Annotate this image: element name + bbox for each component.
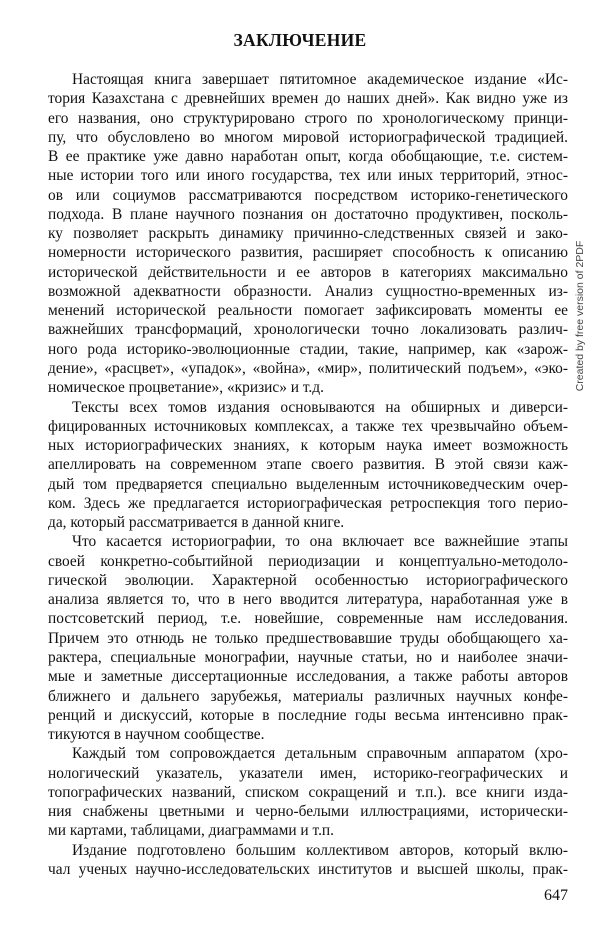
text-line: исторической действительности и ее авторов в категориях максимально bbox=[48, 263, 568, 281]
text-line: чал ученых научно-исследовательских институтов и высшей школы, прак- bbox=[48, 860, 568, 878]
watermark-text: Created by free version of 2PDF bbox=[574, 240, 586, 392]
text-line: пу, что обусловлено во многом мировой историографической традицией. bbox=[48, 128, 568, 146]
text-line: Настоящая книга завершает пятитомное академическое издание «Ис- bbox=[72, 71, 568, 88]
paragraph bbox=[48, 744, 568, 840]
text-line: Что касается историографии, то она включает все важнейшие этапы bbox=[72, 533, 568, 551]
text-line: ного рода историко-эволюционные стадии, такие, например, как «зарож- bbox=[48, 340, 568, 358]
text-line: номерности исторического развития, расширяет способность к описанию bbox=[48, 244, 568, 262]
text-line: менений исторической реальности помогает зафиксировать моменты ее bbox=[48, 302, 568, 320]
text-line: дый том предваряется специально выделенным источниковедческим очер- bbox=[48, 475, 568, 493]
paragraph bbox=[48, 841, 568, 880]
text-line: тория Казахстана с древнейших времен до наших дней». Как видно уже из bbox=[48, 90, 568, 108]
body-text bbox=[48, 70, 568, 879]
text-line: Тексты всех томов издания основываются на обширных и диверси- bbox=[72, 398, 568, 416]
text-line: подхода. В плане научного познания он достаточно продуктивен, посколь- bbox=[48, 205, 568, 223]
page-title: ЗАКЛЮЧЕНИЕ bbox=[233, 30, 367, 50]
text-line: апеллировать на современном этапе своего развития. В этой связи каж- bbox=[48, 456, 568, 474]
text-line: важнейших трансформаций, хронологически точно локализовать различ- bbox=[48, 321, 568, 339]
text-line: анализа является то, что в него вводится литература, наработанная уже в bbox=[48, 591, 568, 609]
text-line: ных историографических знаниях, к которым наука имеет возможность bbox=[48, 437, 568, 455]
text-line: Издание подготовлено большим коллективом авторов, который вклю- bbox=[72, 841, 568, 859]
text-line: В ее практике уже давно наработан опыт, когда обобщающие, т.е. систем- bbox=[48, 148, 568, 166]
text-line: своей конкретно-событийной периодизации и концептуально-методоло- bbox=[48, 552, 568, 570]
text-line: нологический указатель, указатели имен, историко-географических и bbox=[48, 764, 568, 782]
paragraph bbox=[48, 70, 568, 398]
text-line: возможной адекватности образности. Анализ сущностно-временных из- bbox=[48, 282, 568, 300]
text-line: постсоветский период, т.е. новейшие, современные нам исследования. bbox=[48, 610, 568, 628]
text-line: тикуются в научном сообществе. bbox=[48, 726, 265, 744]
paragraph bbox=[48, 532, 568, 744]
text-line: гической эволюции. Характерной особенностью историографического bbox=[48, 571, 568, 589]
text-line: ком. Здесь же предлагается историографическая ретроспекция того перио- bbox=[48, 494, 568, 512]
text-line: Каждый том сопровождается детальным справочным аппаратом (хро- bbox=[72, 745, 568, 763]
text-line: дение», «расцвет», «упадок», «война», «мир», политический подъем», «эко- bbox=[48, 359, 568, 377]
text-line: его названия, оно структурировано строго по хронологическому принци- bbox=[48, 109, 568, 127]
text-line: ния снабжены цветными и черно-белыми иллюстрациями, исторически- bbox=[48, 803, 568, 821]
text-line: да, который рассматривается в данной книге. bbox=[48, 514, 345, 532]
text-line: топографических названий, списком сокращений и т.п.). все книги изда- bbox=[48, 783, 568, 801]
text-line: ближнего и дальнего зарубежья, материалы различных научных конфе- bbox=[48, 687, 568, 705]
text-line: ку позволяет раскрыть динамику причинно-следственных связей и зако- bbox=[48, 225, 568, 243]
text-line: рактера, специальные монографии, научные статьи, но и наиболее значи- bbox=[48, 648, 568, 666]
text-line: номическое процветание», «кризис» и т.д. bbox=[48, 379, 324, 397]
text-line: Причем это отнюдь не только предшествовавшие труды обобщающего ха- bbox=[48, 629, 568, 647]
text-line: ов или социумов рассматриваются посредством историко-генетического bbox=[48, 186, 568, 204]
text-line: фицированных источниковых комплексах, а также тех чрезвычайно объем- bbox=[48, 417, 568, 435]
text-line: ренций и дискуссий, которые в последние годы весьма интенсивно прак- bbox=[48, 706, 568, 724]
paragraph bbox=[48, 398, 568, 533]
text-line: мые и заметные диссертационные исследования, а также работы авторов bbox=[48, 668, 568, 686]
page-number: 647 bbox=[544, 887, 568, 904]
text-line: ми картами, таблицами, диаграммами и т.п. bbox=[48, 822, 335, 840]
text-line: ные истории того или иного государства, тех или иных территорий, этнос- bbox=[48, 167, 568, 185]
